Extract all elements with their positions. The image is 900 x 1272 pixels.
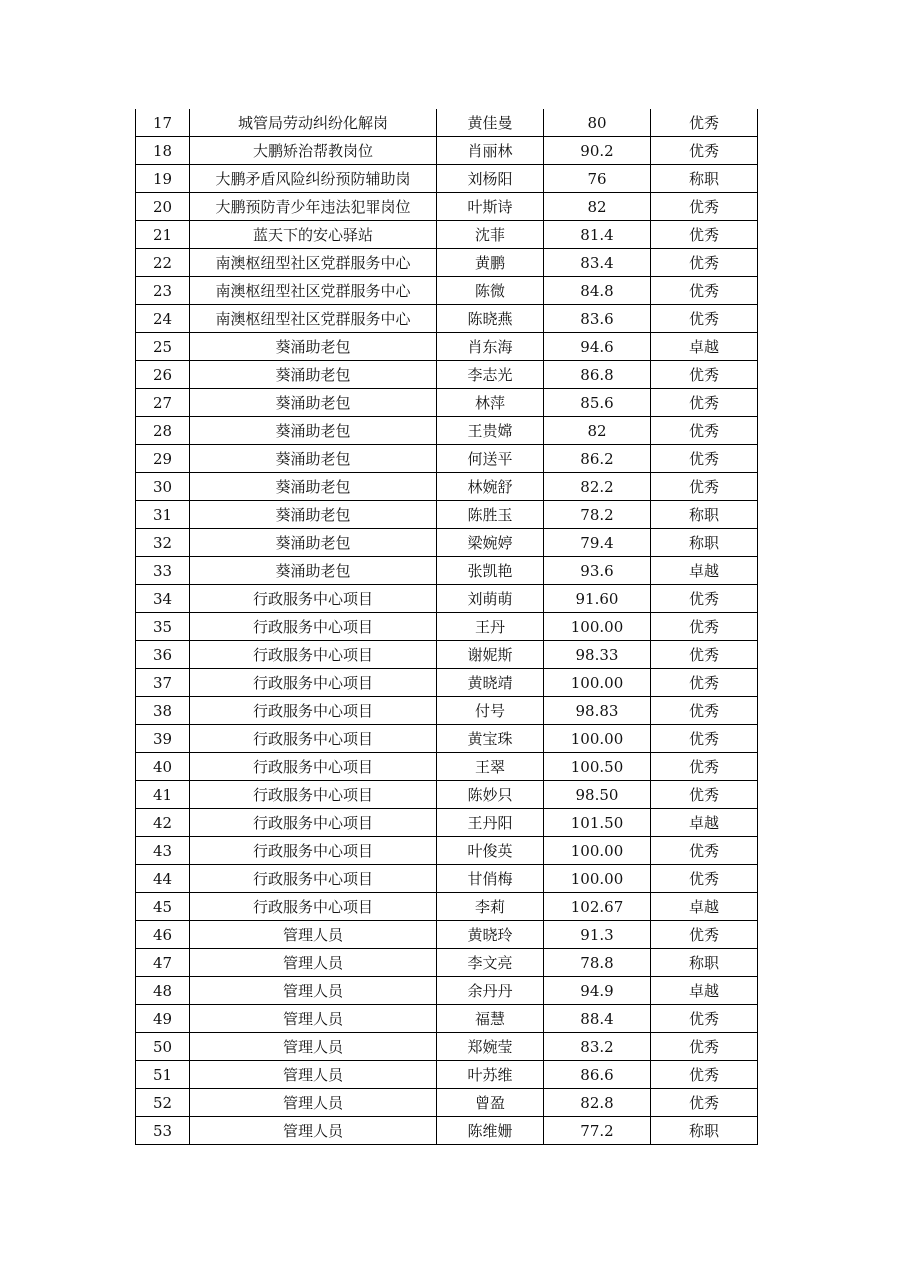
person-name-cell: 李文亮 [437,949,544,977]
post-name-cell: 大鹏矫治帮教岗位 [190,137,437,165]
table-row [136,249,758,277]
post-name-cell: 葵涌助老包 [190,333,437,361]
row-number-cell: 43 [136,837,190,865]
grade-cell: 卓越 [651,809,758,837]
person-name-cell: 福慧 [437,1005,544,1033]
score-cell: 94.6 [544,333,651,361]
row-number-cell: 29 [136,445,190,473]
score-cell: 78.2 [544,501,651,529]
post-name-cell: 葵涌助老包 [190,473,437,501]
table-row [136,1061,758,1089]
score-cell: 100.00 [544,669,651,697]
grade-cell: 优秀 [651,361,758,389]
post-name-cell: 行政服务中心项目 [190,865,437,893]
grade-cell: 优秀 [651,249,758,277]
score-cell: 91.60 [544,585,651,613]
person-name-cell: 林萍 [437,389,544,417]
post-name-cell: 管理人员 [190,1033,437,1061]
post-name-cell: 南澳枢纽型社区党群服务中心 [190,249,437,277]
grade-cell: 称职 [651,529,758,557]
assessment-table [135,109,758,1145]
person-name-cell: 黄鹏 [437,249,544,277]
score-cell: 100.00 [544,837,651,865]
grade-cell: 优秀 [651,613,758,641]
table-row [136,529,758,557]
person-name-cell: 王丹阳 [437,809,544,837]
row-number-cell: 35 [136,613,190,641]
score-cell: 98.50 [544,781,651,809]
row-number-cell: 42 [136,809,190,837]
row-number-cell: 21 [136,221,190,249]
person-name-cell: 王贵嫦 [437,417,544,445]
person-name-cell: 陈维姗 [437,1117,544,1145]
row-number-cell: 20 [136,193,190,221]
table-row [136,1005,758,1033]
score-cell: 86.2 [544,445,651,473]
score-cell: 82 [544,193,651,221]
table-row [136,725,758,753]
post-name-cell: 行政服务中心项目 [190,669,437,697]
score-cell: 88.4 [544,1005,651,1033]
score-cell: 102.67 [544,893,651,921]
post-name-cell: 大鹏预防青少年违法犯罪岗位 [190,193,437,221]
person-name-cell: 黄晓靖 [437,669,544,697]
table-row [136,501,758,529]
table-row [136,165,758,193]
grade-cell: 优秀 [651,725,758,753]
post-name-cell: 行政服务中心项目 [190,893,437,921]
grade-cell: 称职 [651,949,758,977]
post-name-cell: 大鹏矛盾风险纠纷预防辅助岗 [190,165,437,193]
grade-cell: 优秀 [651,781,758,809]
grade-cell: 优秀 [651,1033,758,1061]
score-cell: 94.9 [544,977,651,1005]
table-row [136,949,758,977]
person-name-cell: 叶俊英 [437,837,544,865]
row-number-cell: 39 [136,725,190,753]
person-name-cell: 陈妙只 [437,781,544,809]
grade-cell: 优秀 [651,921,758,949]
grade-cell: 卓越 [651,333,758,361]
table-row [136,977,758,1005]
grade-cell: 优秀 [651,669,758,697]
score-cell: 76 [544,165,651,193]
table-row [136,1089,758,1117]
person-name-cell: 黄晓玲 [437,921,544,949]
person-name-cell: 黄宝珠 [437,725,544,753]
person-name-cell: 陈晓燕 [437,305,544,333]
table-row [136,585,758,613]
table-row [136,613,758,641]
person-name-cell: 李志光 [437,361,544,389]
row-number-cell: 37 [136,669,190,697]
score-cell: 82 [544,417,651,445]
score-cell: 101.50 [544,809,651,837]
post-name-cell: 行政服务中心项目 [190,725,437,753]
row-number-cell: 27 [136,389,190,417]
score-cell: 78.8 [544,949,651,977]
post-name-cell: 管理人员 [190,921,437,949]
post-name-cell: 管理人员 [190,1005,437,1033]
table-row [136,221,758,249]
score-cell: 100.00 [544,613,651,641]
score-cell: 83.4 [544,249,651,277]
grade-cell: 优秀 [651,473,758,501]
row-number-cell: 46 [136,921,190,949]
table-row [136,837,758,865]
row-number-cell: 28 [136,417,190,445]
post-name-cell: 行政服务中心项目 [190,613,437,641]
score-cell: 83.2 [544,1033,651,1061]
person-name-cell: 肖丽林 [437,137,544,165]
score-cell: 82.2 [544,473,651,501]
person-name-cell: 郑婉莹 [437,1033,544,1061]
grade-cell: 优秀 [651,837,758,865]
grade-cell: 优秀 [651,1005,758,1033]
person-name-cell: 林婉舒 [437,473,544,501]
score-cell: 100.50 [544,753,651,781]
post-name-cell: 行政服务中心项目 [190,837,437,865]
grade-cell: 优秀 [651,1089,758,1117]
row-number-cell: 48 [136,977,190,1005]
score-cell: 83.6 [544,305,651,333]
table-row [136,109,758,137]
row-number-cell: 52 [136,1089,190,1117]
row-number-cell: 32 [136,529,190,557]
row-number-cell: 53 [136,1117,190,1145]
row-number-cell: 25 [136,333,190,361]
row-number-cell: 44 [136,865,190,893]
score-cell: 100.00 [544,865,651,893]
score-cell: 91.3 [544,921,651,949]
score-cell: 100.00 [544,725,651,753]
table-row [136,1033,758,1061]
post-name-cell: 蓝天下的安心驿站 [190,221,437,249]
score-cell: 77.2 [544,1117,651,1145]
person-name-cell: 沈菲 [437,221,544,249]
row-number-cell: 30 [136,473,190,501]
grade-cell: 优秀 [651,585,758,613]
row-number-cell: 49 [136,1005,190,1033]
post-name-cell: 葵涌助老包 [190,389,437,417]
row-number-cell: 47 [136,949,190,977]
table-row [136,809,758,837]
post-name-cell: 葵涌助老包 [190,417,437,445]
table-row [136,641,758,669]
score-cell: 93.6 [544,557,651,585]
person-name-cell: 付号 [437,697,544,725]
person-name-cell: 张凯艳 [437,557,544,585]
person-name-cell: 何送平 [437,445,544,473]
grade-cell: 优秀 [651,305,758,333]
table-row [136,333,758,361]
table-body [136,109,758,1145]
grade-cell: 优秀 [651,641,758,669]
person-name-cell: 余丹丹 [437,977,544,1005]
row-number-cell: 33 [136,557,190,585]
score-cell: 84.8 [544,277,651,305]
row-number-cell: 23 [136,277,190,305]
grade-cell: 优秀 [651,221,758,249]
person-name-cell: 曾盈 [437,1089,544,1117]
row-number-cell: 22 [136,249,190,277]
grade-cell: 优秀 [651,697,758,725]
table-row [136,921,758,949]
person-name-cell: 肖东海 [437,333,544,361]
grade-cell: 卓越 [651,557,758,585]
row-number-cell: 34 [136,585,190,613]
table-row [136,473,758,501]
row-number-cell: 41 [136,781,190,809]
score-cell: 98.33 [544,641,651,669]
person-name-cell: 叶苏维 [437,1061,544,1089]
row-number-cell: 40 [136,753,190,781]
grade-cell: 优秀 [651,277,758,305]
person-name-cell: 梁婉婷 [437,529,544,557]
person-name-cell: 王翠 [437,753,544,781]
grade-cell: 称职 [651,501,758,529]
post-name-cell: 管理人员 [190,977,437,1005]
row-number-cell: 38 [136,697,190,725]
row-number-cell: 19 [136,165,190,193]
score-cell: 86.8 [544,361,651,389]
person-name-cell: 叶斯诗 [437,193,544,221]
table-row [136,389,758,417]
post-name-cell: 管理人员 [190,949,437,977]
table-row [136,277,758,305]
grade-cell: 卓越 [651,893,758,921]
row-number-cell: 26 [136,361,190,389]
table-row [136,417,758,445]
grade-cell: 优秀 [651,865,758,893]
row-number-cell: 31 [136,501,190,529]
table-row [136,781,758,809]
post-name-cell: 行政服务中心项目 [190,809,437,837]
row-number-cell: 51 [136,1061,190,1089]
score-cell: 80 [544,109,651,137]
row-number-cell: 50 [136,1033,190,1061]
table-row [136,137,758,165]
person-name-cell: 王丹 [437,613,544,641]
post-name-cell: 行政服务中心项目 [190,641,437,669]
table-row [136,557,758,585]
score-cell: 79.4 [544,529,651,557]
table-row [136,305,758,333]
post-name-cell: 南澳枢纽型社区党群服务中心 [190,305,437,333]
post-name-cell: 葵涌助老包 [190,445,437,473]
person-name-cell: 谢妮斯 [437,641,544,669]
grade-cell: 优秀 [651,137,758,165]
grade-cell: 优秀 [651,389,758,417]
score-cell: 90.2 [544,137,651,165]
score-cell: 81.4 [544,221,651,249]
post-name-cell: 葵涌助老包 [190,557,437,585]
grade-cell: 卓越 [651,977,758,1005]
post-name-cell: 管理人员 [190,1117,437,1145]
score-cell: 82.8 [544,1089,651,1117]
person-name-cell: 李莉 [437,893,544,921]
post-name-cell: 葵涌助老包 [190,529,437,557]
post-name-cell: 葵涌助老包 [190,501,437,529]
post-name-cell: 管理人员 [190,1061,437,1089]
table-row [136,893,758,921]
row-number-cell: 36 [136,641,190,669]
table-row [136,445,758,473]
person-name-cell: 陈胜玉 [437,501,544,529]
post-name-cell: 行政服务中心项目 [190,781,437,809]
grade-cell: 优秀 [651,193,758,221]
table-row [136,697,758,725]
table-row [136,865,758,893]
table-row [136,1117,758,1145]
grade-cell: 优秀 [651,109,758,137]
score-cell: 86.6 [544,1061,651,1089]
grade-cell: 优秀 [651,445,758,473]
post-name-cell: 行政服务中心项目 [190,585,437,613]
post-name-cell: 管理人员 [190,1089,437,1117]
table-row [136,361,758,389]
grade-cell: 称职 [651,165,758,193]
person-name-cell: 黄佳曼 [437,109,544,137]
row-number-cell: 45 [136,893,190,921]
row-number-cell: 18 [136,137,190,165]
table-row [136,669,758,697]
grade-cell: 优秀 [651,417,758,445]
grade-cell: 优秀 [651,1061,758,1089]
row-number-cell: 24 [136,305,190,333]
score-cell: 98.83 [544,697,651,725]
table-row [136,193,758,221]
person-name-cell: 甘俏梅 [437,865,544,893]
person-name-cell: 刘杨阳 [437,165,544,193]
person-name-cell: 陈微 [437,277,544,305]
post-name-cell: 城管局劳动纠纷化解岗 [190,109,437,137]
grade-cell: 称职 [651,1117,758,1145]
table-row [136,753,758,781]
post-name-cell: 南澳枢纽型社区党群服务中心 [190,277,437,305]
post-name-cell: 行政服务中心项目 [190,753,437,781]
grade-cell: 优秀 [651,753,758,781]
row-number-cell: 17 [136,109,190,137]
post-name-cell: 葵涌助老包 [190,361,437,389]
score-cell: 85.6 [544,389,651,417]
person-name-cell: 刘萌萌 [437,585,544,613]
post-name-cell: 行政服务中心项目 [190,697,437,725]
